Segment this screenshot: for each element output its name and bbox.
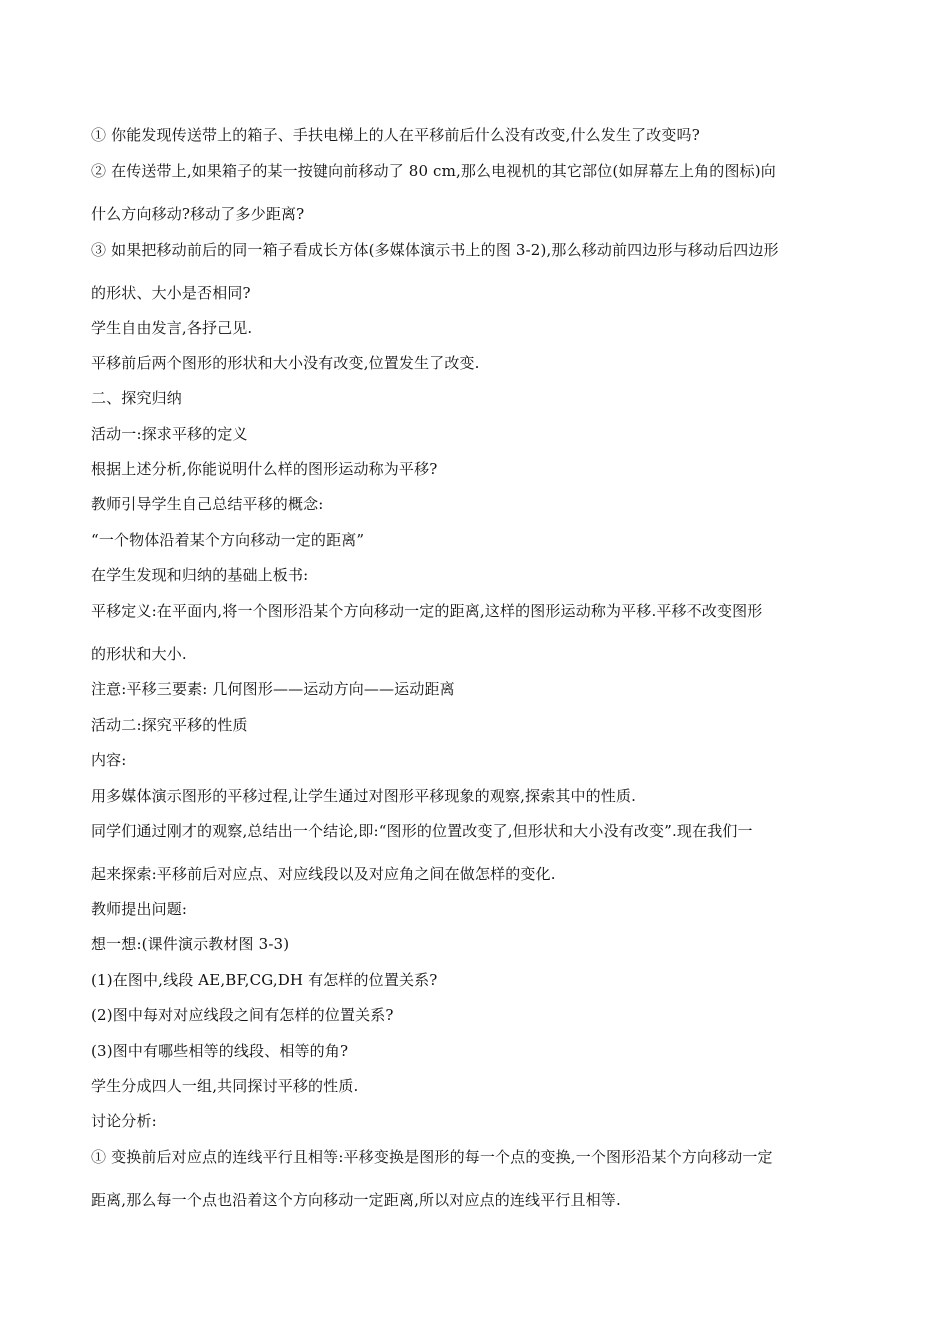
activity-heading: 活动一:探求平移的定义 (91, 425, 248, 443)
paragraph-line: ③ 如果把移动前后的同一箱子看成长方体(多媒体演示书上的图 3-2),那么移动前四边形与移动后四边形 (91, 241, 779, 259)
section-heading: 二、探究归纳 (91, 389, 182, 407)
paragraph-line: 起来探索:平移前后对应点、对应线段以及对应角之间在做怎样的变化. (91, 865, 556, 883)
quote-line: “一个物体沿着某个方向移动一定的距离” (91, 531, 365, 549)
paragraph-line: 用多媒体演示图形的平移过程,让学生通过对图形平移现象的观察,探索其中的性质. (91, 787, 637, 805)
paragraph-line: ① 你能发现传送带上的箱子、手扶电梯上的人在平移前后什么没有改变,什么发生了改变吗? (91, 126, 700, 144)
paragraph-line: ① 变换前后对应点的连线平行且相等:平移变换是图形的每一个点的变换,一个图形沿某个方向移动一定 (91, 1148, 773, 1166)
paragraph-line: 想一想:(课件演示教材图 3-3) (91, 935, 290, 953)
paragraph-line: ② 在传送带上,如果箱子的某一按键向前移动了 80 cm,那么电视机的其它部位(如屏幕左上角的图标)向 (91, 162, 776, 180)
paragraph-line: 距离,那么每一个点也沿着这个方向移动一定距离,所以对应点的连线平行且相等. (91, 1191, 621, 1209)
note-line: 注意:平移三要素: 几何图形——运动方向——运动距离 (91, 680, 455, 698)
question-line: (3)图中有哪些相等的线段、相等的角? (91, 1042, 349, 1060)
definition-line: 的形状和大小. (91, 645, 187, 663)
activity-heading: 活动二:探究平移的性质 (91, 716, 248, 734)
paragraph-line: 的形状、大小是否相同? (91, 284, 251, 302)
paragraph-line: 学生自由发言,各抒己见. (91, 319, 253, 337)
paragraph-line: 根据上述分析,你能说明什么样的图形运动称为平移? (91, 460, 438, 478)
paragraph-line: 学生分成四人一组,共同探讨平移的性质. (91, 1077, 359, 1095)
paragraph-line: 教师提出问题: (91, 900, 188, 918)
paragraph-line: 同学们通过刚才的观察,总结出一个结论,即:“图形的位置改变了,但形状和大小没有改变”.现在我们一 (91, 822, 753, 840)
definition-line: 平移定义:在平面内,将一个图形沿某个方向移动一定的距离,这样的图形运动称为平移.平移不改变图形 (91, 602, 763, 620)
question-line: (1)在图中,线段 AE,BF,CG,DH 有怎样的位置关系? (91, 971, 438, 989)
paragraph-line: 内容: (91, 751, 127, 769)
paragraph-line: 在学生发现和归纳的基础上板书: (91, 566, 309, 584)
paragraph-line: 教师引导学生自己总结平移的概念: (91, 495, 324, 513)
paragraph-line: 平移前后两个图形的形状和大小没有改变,位置发生了改变. (91, 354, 480, 372)
paragraph-line: 什么方向移动?移动了多少距离? (91, 205, 305, 223)
paragraph-line: 讨论分析: (91, 1112, 157, 1130)
question-line: (2)图中每对对应线段之间有怎样的位置关系? (91, 1006, 394, 1024)
